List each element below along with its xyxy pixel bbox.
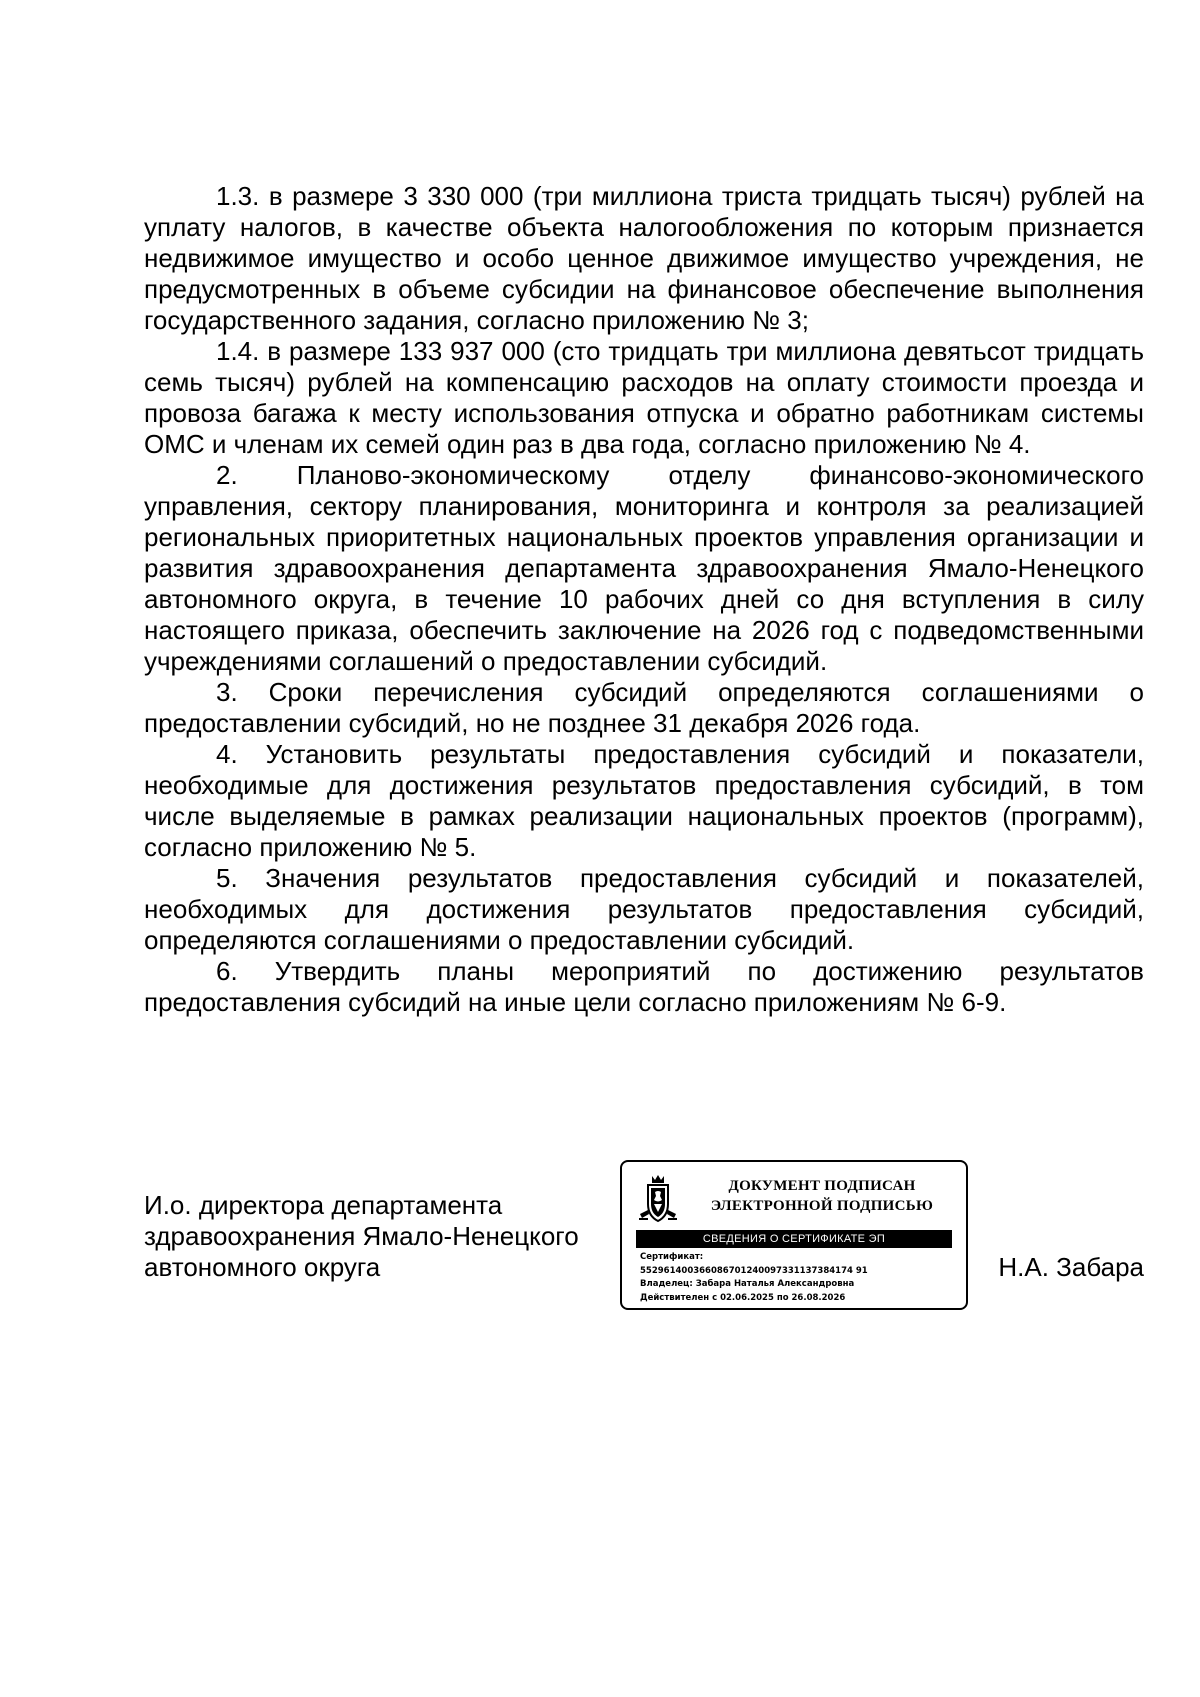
signer-position-line: И.о. директора департамента: [144, 1190, 503, 1220]
stamp-title-line: ЭЛЕКТРОННОЙ ПОДПИСЬЮ: [710, 1198, 934, 1214]
electronic-signature-stamp: [620, 1160, 968, 1310]
stamp-certificate-bar: СВЕДЕНИЯ О СЕРТИФИКАТЕ ЭП: [636, 1230, 952, 1248]
paragraph-1-4: 1.4. в размере 133 937 000 (сто тридцать три миллиона девятьсот тридцать семь тысяч) рублей на компенсацию расходов на оплату стоимости проезда и провоза багажа к месту использования отпуска и обратно работникам системы ОМС и членам их семей один раз в два года, согласно приложению № 4.: [144, 336, 1144, 459]
certificate-owner: Владелец: Забара Наталья Александровна: [640, 1279, 855, 1289]
signer-position-line: здравоохранения Ямало-Ненецкого: [144, 1221, 579, 1251]
stamp-title: [692, 1176, 952, 1216]
certificate-validity: Действителен с 02.06.2025 по 26.08.2026: [640, 1292, 846, 1303]
signature-block: [144, 1160, 1144, 1310]
yanao-coat-of-arms-icon: [636, 1174, 680, 1226]
signer-position: [144, 1190, 604, 1283]
order-body-text: [144, 181, 1144, 1018]
signer-position-line: автономного округа: [144, 1252, 381, 1282]
stamp-title-line: ДОКУМЕНТ ПОДПИСАН: [728, 1178, 916, 1194]
certificate-number: 552961400366086701240097331137384174 91: [640, 1265, 868, 1276]
paragraph-4: 4. Установить результаты предоставления субсидий и показатели, необходимые для достижения результатов предоставления субсидий, в том числе выделяемые в рамках реализации национальных проектов (программ), согласно приложению № 5.: [144, 739, 1144, 862]
paragraph-3: 3. Сроки перечисления субсидий определяются соглашениями о предоставлении субсидий, но не позднее 31 декабря 2026 года.: [144, 677, 1144, 738]
paragraph-6: 6. Утвердить планы мероприятий по достижению результатов предоставления субсидий на иные цели согласно приложениям № 6-9.: [144, 956, 1144, 1017]
paragraph-2: 2. Планово-экономическому отделу финансово-экономического управления, сектору планирования, мониторинга и контроля за реализацией региональных приоритетных национальных проектов управления организации и развития здравоохранения департамента здравоохранения Ямало-Ненецкого автономного округа, в течение 10 рабочих дней со дня вступления в силу настоящего приказа, обеспечить заключение на 2026 год с подведомственными учреждениями соглашений о предоставлении субсидий.: [144, 460, 1144, 676]
paragraph-5: 5. Значения результатов предоставления субсидий и показателей, необходимых для достижения результатов предоставления субсидий, определяются соглашениями о предоставлении субсидий.: [144, 863, 1144, 955]
certificate-label: Сертификат:: [640, 1252, 704, 1262]
signer-name: Н.А. Забара: [998, 1252, 1144, 1282]
stamp-certificate-details: [640, 1251, 960, 1305]
paragraph-1-3: 1.3. в размере 3 330 000 (три миллиона триста тридцать тысяч) рублей на уплату налогов, в качестве объекта налогообложения по которым признается недвижимое имущество и особо ценное движимое имущество учреждения, не предусмотренных в объеме субсидии на финансовое обеспечение выполнения государственного задания, согласно приложению № 3;: [144, 181, 1144, 335]
